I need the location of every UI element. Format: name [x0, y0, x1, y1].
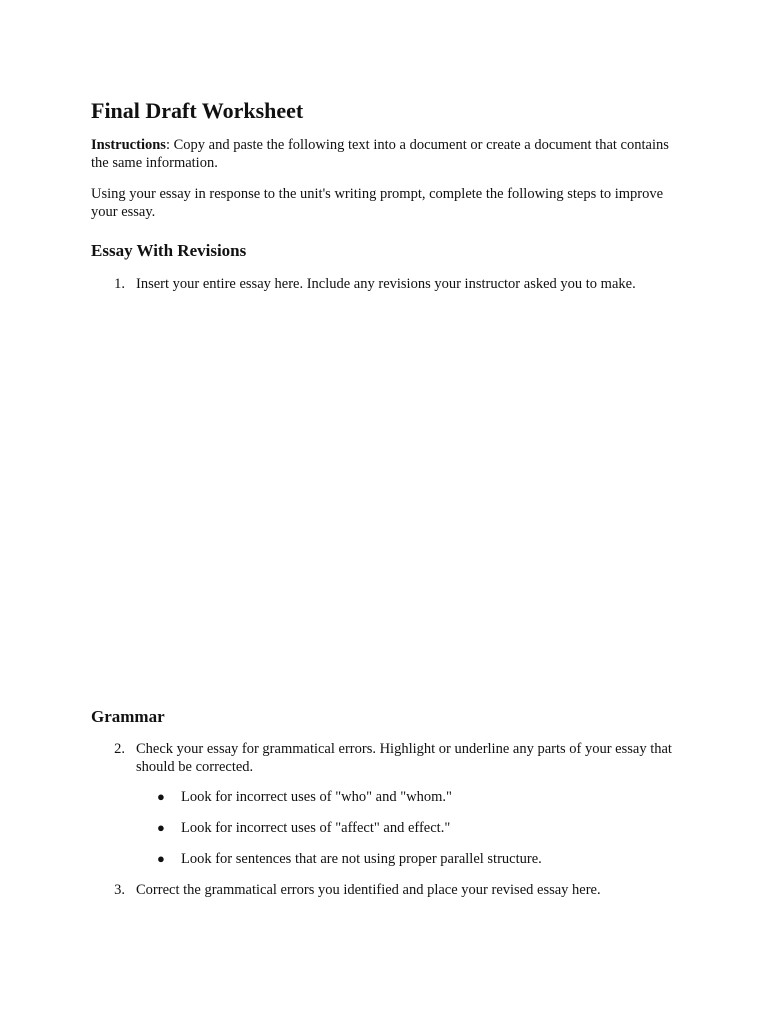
- list-item-text: Correct the grammatical errors you identified and place your revised essay here.: [136, 882, 601, 899]
- bullet-text: Look for incorrect uses of "who" and "whom.": [181, 789, 452, 806]
- instructions-text: : Copy and paste the following text into a document or create a document that contains the same information.: [91, 137, 669, 172]
- list-item-2: [91, 740, 676, 776]
- bullet-text: Look for incorrect uses of "affect" and effect.": [181, 820, 451, 837]
- instructions-paragraph: [91, 136, 676, 172]
- list-number: 2.: [114, 741, 125, 758]
- list-item-text: Check your essay for grammatical errors. Highlight or underline any parts of your essay that should be corrected.: [136, 741, 672, 776]
- section-heading-revisions: Essay With Revisions: [91, 241, 247, 261]
- bullet-icon: ●: [157, 851, 165, 867]
- bullet-icon: ●: [157, 820, 165, 836]
- essay-blank-space: [91, 293, 676, 707]
- section-heading-grammar: Grammar: [91, 706, 165, 726]
- list-item-3: [91, 881, 676, 899]
- page-title: Final Draft Worksheet: [91, 98, 304, 123]
- bullet-item: [91, 819, 676, 837]
- instructions-label: Instructions: [91, 137, 166, 154]
- intro-paragraph: Using your essay in response to the unit's writing prompt, complete the following steps to improve your essay.: [91, 186, 664, 221]
- bullet-item: [91, 850, 676, 868]
- document-content: [91, 98, 676, 899]
- bullet-item: [91, 788, 676, 806]
- bullet-list: [91, 788, 676, 868]
- list-number: 1.: [114, 275, 125, 292]
- bullet-text: Look for sentences that are not using proper parallel structure.: [181, 851, 542, 868]
- list-number: 3.: [114, 882, 125, 899]
- list-item-1: [91, 275, 676, 293]
- bullet-icon: ●: [157, 789, 165, 805]
- list-item-text: Insert your entire essay here. Include any revisions your instructor asked you to make.: [136, 275, 636, 292]
